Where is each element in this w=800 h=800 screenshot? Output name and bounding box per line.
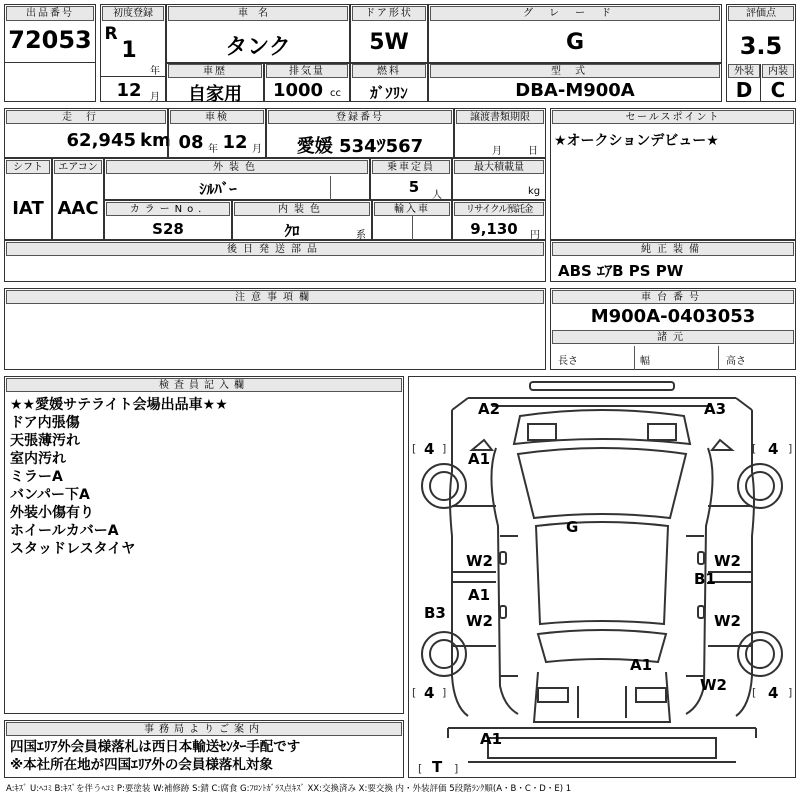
dim-divider-2 [718,346,719,370]
sales-point-label: セールスポイント [552,110,794,124]
fuel-value: ｶﾞｿﾘﾝ [370,84,408,102]
door-label: ドア形状 [352,6,426,21]
mark-a1-bottom: A1 [480,730,503,748]
tire-rr: 4 [768,684,779,702]
transfer-day-unit: 日 [528,146,538,157]
lot-number: 72053 [8,26,92,54]
chassis-label: 車台番号 [552,290,794,304]
mark-w2-left-front: W2 [466,552,493,570]
import-divider [412,216,413,240]
first-reg-month-unit: 月 [150,92,160,103]
inspector-notes [10,396,228,558]
inspector-label: 検査員記入欄 [6,378,402,392]
car-diagram [408,376,796,778]
displacement-unit: cc [330,88,341,99]
spare-bracket-close: ] [454,762,459,775]
tire-bracket-rl-close: ] [442,686,447,699]
first-reg-month: 12 [116,80,142,101]
office-line: 四国ｴﾘｱ外会員様落札は西日本輸送ｾﾝﾀｰ手配です [10,739,301,755]
aircon-label: エアコン [54,160,102,174]
history-label: 車歴 [168,64,262,78]
tire-spare: T [432,758,443,776]
office-lines [10,738,300,774]
note-line: スタッドレスタイヤ [10,541,136,557]
tire-bracket-rl: [ [412,686,417,699]
grade-value: G [565,30,585,55]
displacement-value: 1000 [272,80,324,101]
note-line: バンパー下A [10,487,90,503]
office-label: 事務局よりご案内 [6,722,402,736]
mark-b1: B1 [694,570,716,588]
capacity-label: 乗車定員 [372,160,450,174]
tire-fl: 4 [424,440,435,458]
note-line: ★★愛媛サテライト会場出品車★★ [10,397,228,413]
mileage-unit: km [140,130,171,151]
first-reg-year: 1 [121,38,137,63]
inspection-month-unit: 月 [252,144,262,155]
plate-label: 登録番号 [268,110,452,124]
car-name-label: 車名 [168,6,348,21]
note-line: ドア内張傷 [10,415,80,431]
ext-score: D [735,78,753,102]
tire-bracket-rr: [ [752,686,757,699]
mark-a3: A3 [704,400,727,418]
dim-length-label: 長さ [558,356,578,367]
displacement-label: 排気量 [266,64,348,78]
import-label: 輸入車 [374,202,450,216]
office-line: ※本社所在地が四国ｴﾘｱ外の会員様落札対象 [10,757,273,773]
note-line: 室内汚れ [10,451,66,467]
note-line: ホイールカバーA [10,523,119,539]
mileage-value: 62,945 [66,130,136,151]
capacity-unit: 人 [432,190,442,201]
legend: A:ｷｽﾞ U:ﾍｺﾐ B:ｷｽﾞを伴うﾍｺﾐ P:要塗装 W:補修跡 S:錆 C:腐食 G:ﾌﾛﾝﾄｶﾞﾗｽ点ｷｽﾞ XX:交換済み X:要交換 内・外装評価 5段階ﾗﾝｸ順(A・B・C・D・E) 1 [6,784,572,794]
inspection-month: 12 [222,132,248,153]
transfer-month-unit: 月 [492,146,502,157]
int-color-value: ｸﾛ [284,222,300,240]
shift-value: IAT [12,198,44,219]
tire-bracket-fl: [ [412,442,417,455]
grade-label: グレード [430,6,720,21]
int-color-label: 内装色 [234,202,370,216]
mark-w2-left-rear: W2 [466,612,493,630]
sales-point-cell [550,108,796,240]
first-reg-divider [100,76,166,77]
caution-label: 注意事項欄 [6,290,544,304]
mark-a1-left-mid: A1 [468,586,491,604]
int-color-unit: 系 [356,230,366,241]
mark-w2-right-back: W2 [700,676,727,694]
first-reg-year-unit: 年 [150,66,160,77]
score-label: 評価点 [728,6,794,21]
ext-color-divider [330,176,331,200]
aircon-value: AAC [57,198,99,219]
tire-rl: 4 [424,684,435,702]
model-label: 型式 [430,64,720,78]
dim-width-label: 幅 [640,356,650,367]
tire-fr: 4 [768,440,779,458]
int-score: C [770,78,786,102]
recycle-unit: 円 [530,230,540,241]
mark-w2-right-rear: W2 [714,612,741,630]
inspection-label: 車検 [170,110,264,124]
car-name: タンク [225,35,291,60]
mark-a2: A2 [478,400,501,418]
sales-point-value: ★オークションデビュー★ [554,133,719,149]
color-no-value: S28 [152,220,184,238]
equipment-label: 純正装備 [552,242,794,256]
mileage-label: 走行 [6,110,166,124]
score-split [760,64,761,102]
mark-a1-front-left: A1 [468,450,491,468]
transfer-label: 譲渡書類期限 [456,110,544,124]
first-reg-label: 初度登録 [102,6,164,21]
tire-bracket-fl-close: ] [442,442,447,455]
inspection-year-unit: 年 [208,144,218,155]
later-parts-label: 後日発送部品 [6,242,544,256]
door-type: 5W [369,30,409,55]
tire-bracket-fr-close: ] [788,442,793,455]
recycle-label: リサイクル預託金 [454,202,544,216]
mark-g: G [566,518,579,536]
note-line: 外装小傷有り [10,505,94,521]
max-load-label: 最大積載量 [454,160,544,174]
max-load-unit: kg [528,186,541,197]
capacity-value: 5 [408,178,420,196]
int-score-label: 内装 [762,64,794,78]
model-value: DBA-M900A [515,80,635,101]
shift-label: シフト [6,160,50,174]
inspection-year: 08 [178,132,204,153]
lot-label: 出品番号 [6,6,94,21]
color-no-label: カラーNo. [106,202,230,216]
fuel-label: 燃料 [352,64,426,78]
score-value: 3.5 [739,32,783,60]
ext-color-label: 外装色 [106,160,368,174]
ext-score-label: 外装 [728,64,760,78]
ext-color-value: ｼﾙﾊﾞｰ [199,180,237,198]
tire-bracket-rr-close: ] [788,686,793,699]
first-reg-era: R [104,24,118,44]
mark-w2-right-front: W2 [714,552,741,570]
lot-divider [4,62,96,63]
dimensions-label: 諸元 [552,330,794,344]
plate-value: 愛媛 534ﾂ567 [296,136,424,157]
dim-height-label: 高さ [726,356,746,367]
mark-b3: B3 [424,604,446,622]
recycle-value: 9,130 [470,220,518,238]
tire-bracket-fr: [ [752,442,757,455]
history-value: 自家用 [188,84,242,105]
mark-a1-rear: A1 [630,656,653,674]
dim-divider-1 [634,346,635,370]
equipment-value: ABS ｴｱB PS PW [558,262,684,280]
note-line: 天張薄汚れ [10,433,80,449]
spare-bracket: [ [418,762,423,775]
chassis-value: M900A-0403053 [590,306,756,327]
note-line: ミラーA [10,469,63,485]
